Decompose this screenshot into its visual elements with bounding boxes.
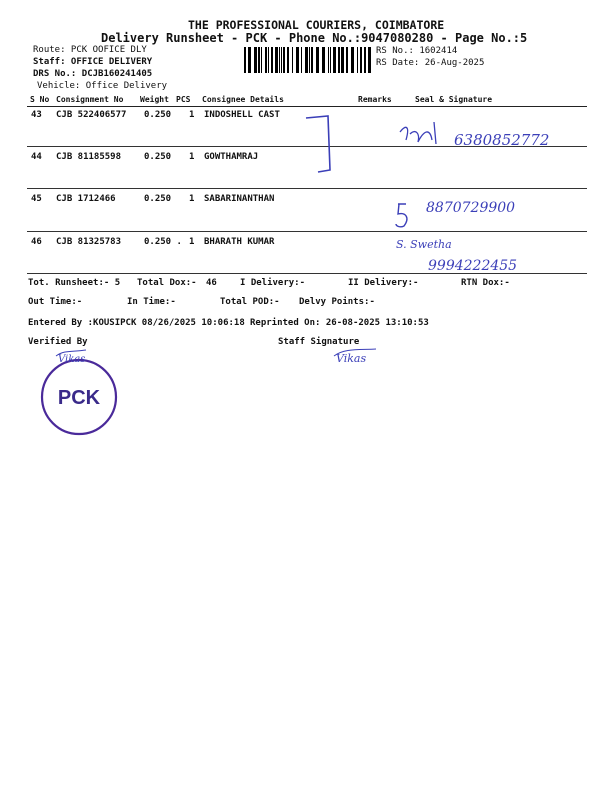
barcode-bar [301, 47, 302, 73]
i-delivery: I Delivery:- [240, 278, 306, 288]
barcode-bar [271, 47, 273, 73]
signature-stroke [56, 350, 86, 356]
rtn-dox: RTN Dox:- [461, 278, 510, 288]
handwritten-phone: 9994222455 [428, 258, 518, 274]
barcode-bar [333, 47, 336, 73]
barcode-bar [261, 47, 262, 73]
row-pcs: 1 [189, 110, 195, 120]
ii-delivery: II Delivery:- [348, 278, 419, 288]
drs-value: DCJB160241405 [81, 69, 153, 79]
signature-scribble [400, 122, 436, 144]
drs-label: DRS No.: [33, 69, 77, 79]
staff-text: Staff: OFFICE DELIVERY [33, 57, 153, 67]
barcode-bar [322, 47, 325, 73]
drs-number [33, 69, 152, 79]
row-sno: 45 [31, 194, 42, 204]
row-consignment: CJB 81325783 [56, 237, 122, 247]
col-consignee: Consignee Details [202, 95, 284, 104]
row-consignment: CJB 81185598 [56, 152, 122, 162]
row-divider [27, 273, 587, 274]
barcode-bar [368, 47, 371, 73]
row-divider [27, 231, 587, 232]
barcode-bar [244, 47, 246, 73]
row-weight: 0.250 . [144, 237, 182, 247]
barcode-bar [279, 47, 280, 73]
barcode-bar [292, 47, 293, 73]
rs-date: RS Date: 26-Aug-2025 [376, 58, 485, 68]
col-remarks: Remarks [358, 95, 392, 104]
handwritten-phone: 8870729900 [426, 200, 516, 216]
row-pcs: 1 [189, 152, 195, 162]
verifier-signature: Vikas [58, 354, 86, 365]
company-title: THE PROFESSIONAL COURIERS, COIMBATORE [188, 18, 445, 32]
row-sno: 44 [31, 152, 42, 162]
signature-scribble [396, 204, 407, 227]
reprinted-on: Reprinted On: 26-08-2025 13:10:53 [250, 318, 429, 328]
col-sno: S No [30, 95, 50, 104]
handwritten-phone: 6380852772 [454, 131, 550, 149]
col-seal-signature: Seal & Signature [415, 95, 493, 104]
barcode-bar [338, 47, 340, 73]
barcode-bar [296, 47, 299, 73]
col-pcs: PCS [176, 95, 191, 104]
signature-stroke [334, 349, 376, 356]
col-consignment: Consignment No [56, 95, 124, 104]
row-weight: 0.250 [144, 194, 172, 204]
out-time: Out Time:- [28, 297, 83, 307]
row-divider [27, 146, 587, 147]
barcode-bar [341, 47, 344, 73]
header-divider [27, 106, 587, 107]
barcode-bar [330, 47, 331, 73]
pck-stamp [39, 357, 119, 437]
barcode-bar [268, 47, 269, 73]
stamp-text: PCK [57, 387, 101, 409]
in-time: In Time:- [127, 297, 176, 307]
row-sno: 46 [31, 237, 42, 247]
barcode-bar [281, 47, 282, 73]
barcode-bar [283, 47, 285, 73]
staff-signature-label: Staff Signature [278, 337, 360, 347]
bracket-mark [306, 116, 330, 172]
barcode-bar [254, 47, 257, 73]
barcode-bar [351, 47, 354, 73]
row-divider [27, 188, 587, 189]
barcode-bar [309, 47, 310, 73]
barcode-bar [346, 47, 348, 73]
delvy-points: Delvy Points:- [299, 297, 375, 307]
row-consignee: INDOSHELL CAST [204, 110, 280, 120]
handwritten-name: S. Swetha [396, 238, 452, 251]
verified-by-label: Verified By [28, 337, 88, 347]
total-dox-label: Total Dox:- [137, 278, 197, 288]
barcode-bar [360, 47, 362, 73]
row-weight: 0.250 [144, 152, 172, 162]
barcode [244, 47, 372, 73]
rs-number: RS No.: 1602414 [376, 46, 458, 56]
total-runsheet: Tot. Runsheet:- 5 [28, 278, 121, 288]
barcode-bar [311, 47, 313, 73]
barcode-bar [265, 47, 267, 73]
barcode-bar [328, 47, 329, 73]
barcode-bar [316, 47, 319, 73]
row-consignee: SABARINANTHAN [204, 194, 275, 204]
row-pcs: 1 [189, 194, 195, 204]
barcode-bar [248, 47, 251, 73]
runsheet-title: Delivery Runsheet - PCK - Phone No.:9047080280 - Page No.:5 [101, 31, 528, 45]
row-consignee: GOWTHAMRAJ [204, 152, 259, 162]
col-weight: Weight [140, 95, 169, 104]
staff-signature: Vikas [336, 352, 367, 365]
barcode-bar [305, 47, 308, 73]
row-consignment: CJB 522406577 [56, 110, 127, 120]
route-text: Route: PCK OOFICE DLY [33, 45, 147, 55]
barcode-bar [287, 47, 289, 73]
vehicle-text: Vehicle: Office Delivery [37, 81, 168, 91]
row-weight: 0.250 [144, 110, 172, 120]
row-pcs: 1 [189, 237, 195, 247]
barcode-bar [364, 47, 366, 73]
total-dox-value: 46 [206, 278, 217, 288]
entered-by: Entered By :KOUSIPCK 08/26/2025 10:06:18 [28, 318, 245, 328]
row-consignee: BHARATH KUMAR [204, 237, 275, 247]
barcode-bar [357, 47, 358, 73]
total-pod: Total POD:- [220, 297, 280, 307]
barcode-bar [258, 47, 260, 73]
barcode-bar [275, 47, 278, 73]
row-sno: 43 [31, 110, 42, 120]
row-consignment: CJB 1712466 [56, 194, 116, 204]
